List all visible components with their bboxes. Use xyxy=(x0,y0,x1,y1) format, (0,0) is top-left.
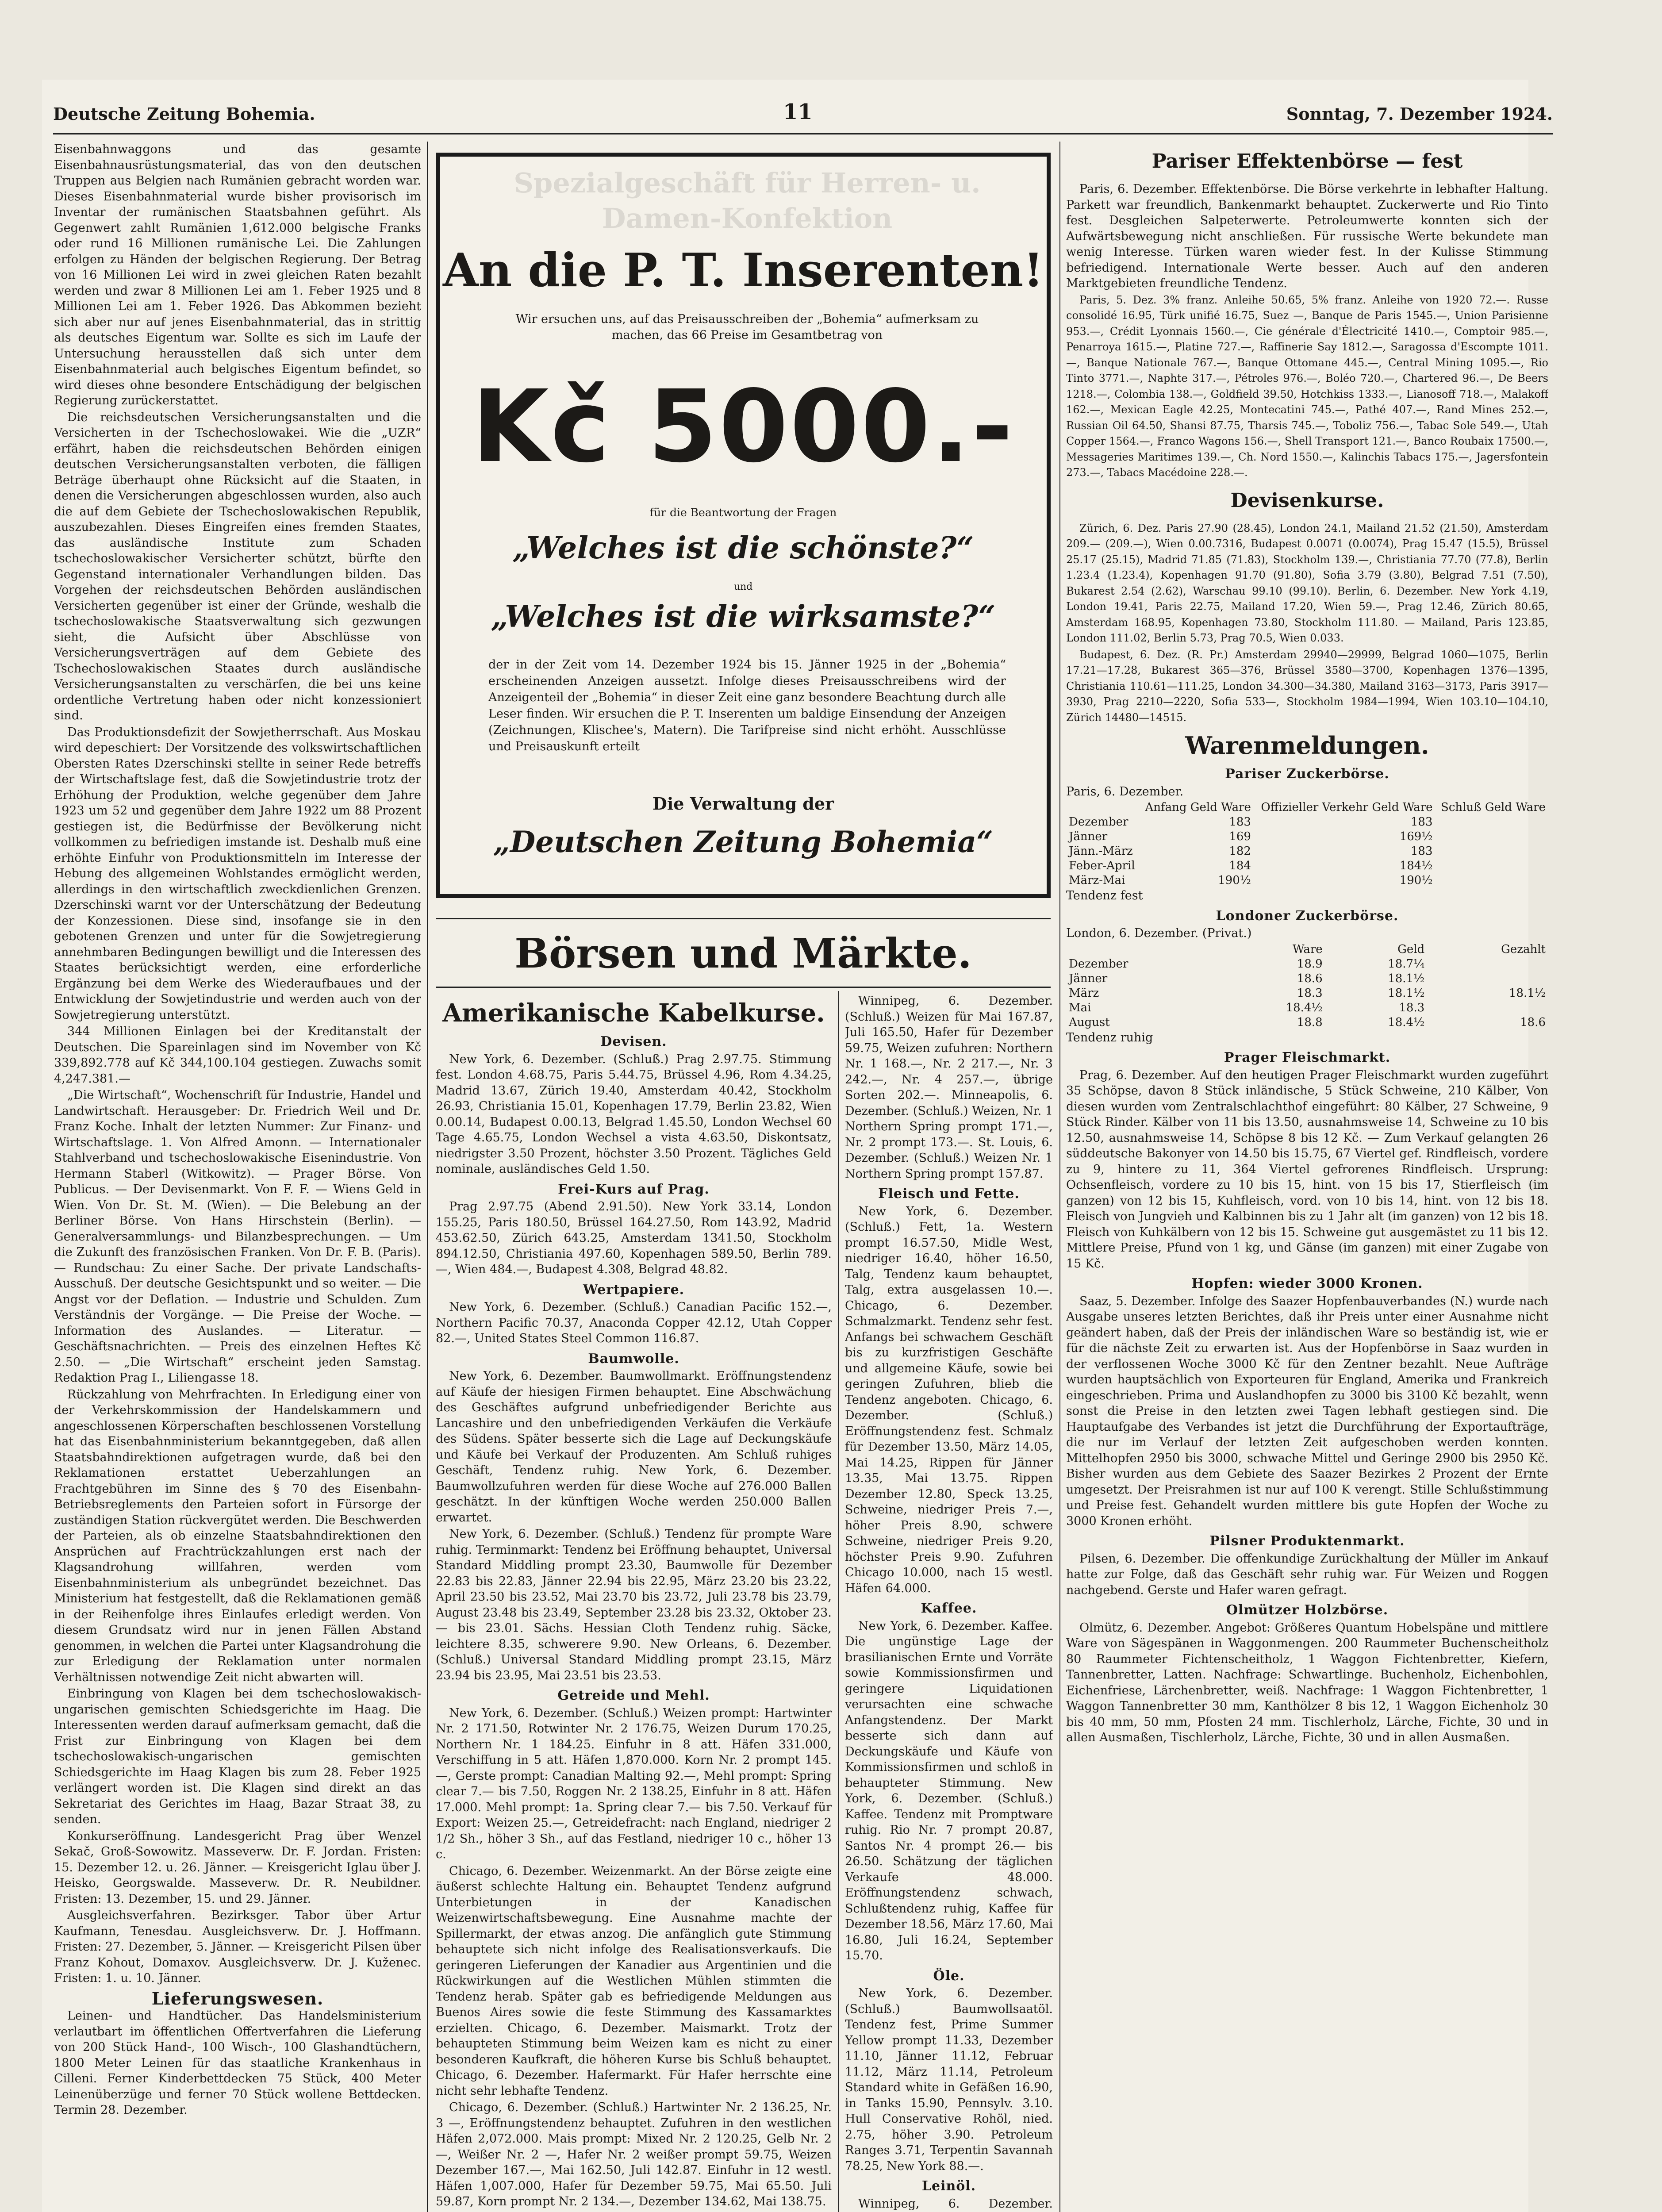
page-number: 11 xyxy=(783,100,813,124)
market-report: Pilsen, 6. Dezember. Die offenkundige Zurückhaltung der Müller im Ankauf hatte zur Folge, daß das Geschäft sehr ruhig war. Für Weizen und Roggen nachgebend. Gerste und Hafer waren gefragt. xyxy=(1066,1551,1548,1597)
left-column xyxy=(54,142,421,2212)
column-rule xyxy=(1059,142,1060,2212)
subsection-heading: Pilsner Produktenmarkt. xyxy=(1209,1533,1405,1549)
article-paragraph: „Die Wirtschaft“, Wochenschrift für Industrie, Handel und Landwirtschaft. Herausgeber: Dr. Friedrich Weil und Dr. Franz Koche. Inhalt der letzten Nummer: Zur Finanz- und Wirtschaftslage. 1. Von Alfred Amonn. — Internationaler Stahlverband und tschechoslowakische Eisenindustrie. Von Hermann Staberl (Witkowitz). — Prager Börse. Von Publicus. — Der Devisenmarkt. Von F. F. — Wiens Geld in Wien. Von Dr. St. M. (Wien). — Die Belebung an der Berliner Börse. Von Hans Hirschstein (Berlin). — Generalversammlungs- und Bilanzbesprechungen. — Um die Zukunft des französischen Franken. Von Dr. F. B. (Paris). — Rundschau: Zu einer Sache. Der private Landschafts-Ausschuß. Der deutsche Gesichtspunkt und so weiter. — Die Angst vor der Deflation. — Industrie und Schulden. Zum Verständnis der Vorgänge. — Die Preise der Woche. — Information des Auslandes. — Literatur. — Geschäftsnachrichten. — Preis des einzelnen Heftes Kč 2.50. — „Die Wirtschaft“ erscheint jeden Samstag. Redaktion Prag I., Liliengasse 18. xyxy=(54,1088,421,1385)
subsection-heading: Baumwolle. xyxy=(588,1351,679,1367)
subsection-heading: Prager Fleischmarkt. xyxy=(1224,1050,1391,1065)
table-header: Anfang Geld Ware xyxy=(1145,801,1251,814)
market-section-title: Börsen und Märkte. xyxy=(514,929,972,977)
subsection-heading: Leinöl. xyxy=(921,2178,976,2194)
market-report: Paris, 6. Dezember. Effektenbörse. Die Börse verkehrte in lebhafter Haltung. Parkett war freundlich, Bankenmarkt behauptet. Zuckerwerte und Rio Tinto fest. Desgleichen Salpeterwerte. Petroleumwerte konnten sich der Aufwärtsbewegung nicht anschließen. Für russische Werte bekundete man wenig Interesse. Türken waren wieder fest. In der Kulisse Stimmung befriedigend. Internationale Werte besser. Auch auf den anderen Marktgebieten freundliche Tendenz. xyxy=(1066,182,1548,290)
subsection-title: Pariser Effektenbörse — fest xyxy=(1152,150,1463,173)
section-heading: Lieferungswesen. xyxy=(151,1988,324,2008)
market-report: Olmütz, 6. Dezember. Angebot: Größeres Quantum Hobelspäne und mittlere Ware von Sägespänen in Waggonmengen. 200 Raummeter Buchenscheitholz 80 Raummeter Fichtenscheitholz, 1 Waggon Fichtenbretter, Kiefern, Tannenbretter, Latten. Nachfrage: Schwartlinge. Buchenholz, Eichenbohlen, Eichenfriese, Lärchenbretter, weiß. Nachfrage: 1 Waggon Fichtenbretter, 1 Waggon Tannenbretter 30 mm, Kanthölzer 8 bis 12, 1 Waggon Eichenholz 30 bis 40 mm, 50 mm, Pfosten 24 mm. Tischlerholz, Lärche, Fichte, 30 und in allen Ausmaßen, Tischlerholz, Lärche, Fichte, 30 und in allen Ausmaßen. xyxy=(1066,1621,1548,1744)
table-caption: London, 6. Dezember. (Privat.) xyxy=(1066,926,1252,940)
market-report: New York, 6. Dezember. (Schluß.) Fett, 1a. Western prompt 16.57.50, Midle West, niedriger 16.40, höher 16.50, Talg, Tendenz kaum behauptet, Talg, extra ausgelassen 10.—. Chicago, 6. Dezember. Schmalzmarkt. Tendenz sehr fest. Anfangs bei schwachem Geschäft bis zu kurzfristigen Geschäfte und allgemeine Käufe, sowie bei geringen Zufuhren, blieb die Tendenz angeboten. Chicago, 6. Dezember. (Schluß.) Eröffnungstendenz fest. Schmalz für Dezember 13.50, März 14.05, Mai 14.25, Rippen für Jänner 13.35, Mai 13.75. Rippen Dezember 12.80, Speck 13.25, Schweine, niedriger Preis 7.—, höher Preis 8.90, schwere Schweine, niedriger Preis 9.20, höchster Preis 9.90. Zufuhren Chicago 10.000, nach 15 westl. Häfen 64.000. xyxy=(845,1204,1053,1595)
subsection-heading: Devisen. xyxy=(600,1034,667,1049)
market-report: New York, 6. Dezember. Baumwollmarkt. Eröffnungstendenz auf Käufe der hiesigen Firmen behauptet. Eine Abschwächung des Geschäftes aufgrund unbefriedigender Berichte aus Lancashire und den unbefriedigenden Verkäufen die Verkäufe des Südens. Später besserte sich die Lage auf Deckungskäufe und Käufe bei Verkauf der Produzenten. Am Schluß ruhiges Geschäft, Tendenz ruhig. New York, 6. Dezember. Baumwollzufuhren werden für diese Woche auf 276.000 Ballen geschätzt. In der künftigen Woche werden 250.000 Ballen erwartet. xyxy=(436,1369,832,1525)
ad-intro: Wir ersuchen uns, auf das Preisausschreiben der „Bohemia“ aufmerksam zu machen, das 66 Preise im Gesamtbetrag von xyxy=(515,312,979,342)
ad-and: und xyxy=(733,581,753,592)
table-caption: Paris, 6. Dezember. xyxy=(1066,784,1184,799)
bleed-through-text: Spezialgeschäft für Herren- u. Damen-Konfektion xyxy=(514,167,981,234)
market-report: Paris, 5. Dez. 3% franz. Anleihe 50.65, 5% franz. Anleihe von 1920 72.—. Russe consolidé 16.95, Türk unifié 16.75, Suez —, Banque de Paris 1545.—, Union Parisienne 953.—, Crédit Lyonnais 1560.—, Cie générale d'Électricité 1410.—, Comptoir 985.—, Penarroya 1615.—, Platine 727.—, Raffinerie Say 1812.—, Saragossa d'Escompte 1011.—, Banque Nationale 767.—, Banque Ottomane 445.—, Central Mining 1095.—, Rio Tinto 3771.—, Naphte 317.—, Pétroles 976.—, Boléo 720.—, Chartered 96.—, De Beers 1218.—, Colombia 138.—, Goldfield 39.50, Hotchkiss 1333.—, Lianosoff 718.—, Malakoff 162.—, Mexican Eagle 42.25, Montecatini 745.—, Pathé 407.—, Rand Mines 252.—, Russian Oil 64.50, Shansi 87.75, Tharsis 745.—, Toboliz 756.—, Tabac Sole 549.—, Utah Copper 1564.—, Franco Wagons 156.—, Shell Transport 121.—, Banco Roubaix 17500.—, Messageries Maritimes 139.—, Ch. Nord 1550.—, Kalinchis Tabacs 175.—, Jagersfontein 273.—, Tabacs Macédoine 228.—. xyxy=(1066,293,1548,479)
table-row: Jänn.-März 182 183 xyxy=(1069,845,1433,858)
market-report: New York, 6. Dezember. (Schluß.) Weizen prompt: Hartwinter Nr. 2 171.50, Rotwinter Nr. 2 176.75, Weizen Durum 170.25, Northern Nr. 1 184.25. Einfuhr in 8 att. Häfen 331.000, Verschiffung in 5 att. Häfen 1,870.000. Korn Nr. 2 prompt 145.—, Gerste prompt: Canadian Malting 92.—, Mehl prompt: Spring clear 7.— bis 7.50, Roggen Nr. 2 138.25, Einfuhr in 8 att. Häfen 17.000. Mehl prompt: 1a. Spring clear 7.— bis 7.50. Verkauf für Export: Weizen 25.—, Getreidefracht: nach England, niedriger 2 1/2 Sh., höher 3 Sh., auf das Festland, niedriger 10 c., höher 13 c. xyxy=(436,1706,832,1861)
ad-signature-1: Die Verwaltung der xyxy=(652,794,834,814)
table-row: Mai 18.4½ 18.3 xyxy=(1069,1001,1425,1014)
header-rule xyxy=(53,133,1553,134)
article-paragraph: Rückzahlung von Mehrfrachten. In Erledigung einer von der Verkehrskommission der Handelskammern und angeschlossenen Körperschaften beschlossenen Vorstellung hat das Eisenbahnministerium bekanntgegeben, daß allen Staatsbahndirektionen aufgetragen wurde, daß bei den Reklamationen erstattet Ueberzahlungen an Frachtgebühren im Sinne des § 70 des Eisenbahn-Betriebsreglements den Parteien sofort in Fürsorge der zuständigen Station rückvergütet werden. Die Beschwerden der Parteien, als ob einzelne Staatsbahndirektionen den Ansprüchen auf Frachtrückzahlungen erst nach der Klagsandrohung willfahren, werden vom Eisenbahnministerium als unbegründet bezeichnet. Das Ministerium hat festgestellt, daß die Reklamationen gemäß in der Reihenfolge ihres Einlaufes erledigt werden. Von diesem Grundsatz wird nur in jenen Fällen Abstand genommen, in welchen die Partei unter Klagsandrohung die zur Erledigung der Reklamation unter normalen Verhältnissen notwendige Zeit nicht abwarten will. xyxy=(54,1387,421,1684)
article-paragraph: Ausgleichsverfahren. Bezirksger. Tabor über Artur Kaufmann, Tenesdau. Ausgleichsverw. Dr. J. Hoffmann. Fristen: 27. Dezember, 5. Jänner. — Kreisgericht Pilsen über Franz Kohout, Domaxov. Ausgleichsverw. Dr. J. Kuženec. Fristen: 1. u. 10. Jänner. xyxy=(54,1909,421,1985)
article-paragraph: Die reichsdeutschen Versicherungsanstalten und die Versicherten in der Tschechoslowakei. Wie die „UZR“ erfährt, haben die reichsdeutschen Behörden einigen deutschen Versicherungsanstalten verboten, die fälligen Beträge überhaupt ohne Rücksicht auf die Staaten, in denen die Versicherungen abgeschlossen wurden, also auch die auf dem Gebiete der Tschechoslowakischen Republik, auszubezahlen. Dieses Eingreifen eines fremden Staates, das ausländische Institute zum Schaden tschechoslowakischer Versicherter schützt, bürfte den Gegenstand internationaler Verhandlungen bilden. Das Vorgehen der reichsdeutschen Behörden ausländischen Versicherten gegenüber ist einer der Gründe, weshalb die tschechoslowakische Staatsverwaltung sich gezwungen sieht, die Aufsicht über Abschlüsse von Versicherungsverträgen auf dem Gebiete des Tschechoslowakischen Staates durch ausländische Versicherungsanstalten zu verschärfen, die bei uns keine ordentliche Vertretung haben oder nicht konzessioniert sind. xyxy=(54,410,421,722)
subsection-heading: Fleisch und Fette. xyxy=(878,1186,1020,1202)
sugar-table-london xyxy=(1066,942,1548,1030)
table-row: Jänner 18.6 18.1½ xyxy=(1069,972,1425,985)
ad-title: An die P. T. Inserenten! xyxy=(443,243,1044,297)
article-paragraph: Das Produktionsdefizit der Sowjetherrschaft. Aus Moskau wird depeschiert: Der Vorsitzende des volkswirtschaftlichen Obersten Rates Dzerschinski stellte in seiner Rede betreffs der Wirtschaftslage fest, daß die Sowjetindustrie trotz der Erhöhung der Produktion, welche gegenüber dem Jahre 1923 um 52 und gegenüber dem Jahre 1922 um 88 Prozent gestiegen ist, die Bedürfnisse der Bevölkerung nicht vollkommen zu befriedigen imstande ist. Deshalb muß eine erhöhte Einfuhr von Produktionsmitteln im Interesse der Hebung des allgemeinen Wohlstandes ermöglicht werden, allerdings in den wirtschaftlich zweckdienlichen Grenzen. Dzerschinski warnt vor der Unterschätzung der Bedeutung der Konzessionen. Diese sind, insofange sie in den gebotenen Grenzen und unter für die Sowjetregierung annehmbaren Bedingungen bewilligt und die Interessen des Staates berücksichtigt werden, eine erforderliche Ergänzung bei dem Werke des Wiederaufbaues und der Entwicklung der Sowjetindustrie und werden auch von der Sowjetregierung unterstützt. xyxy=(54,725,421,1022)
table-row: März 18.3 18.1½ 18.1½ xyxy=(1069,986,1546,1000)
subsection-heading: Olmützer Holzbörse. xyxy=(1226,1602,1389,1618)
market-report: Budapest, 6. Dez. (R. Pr.) Amsterdam 29940—29999, Belgrad 1060—1075, Berlin 17.21—17.28, Bukarest 365—376, Brüssel 3580—3700, Kopenhagen 1376—1395, Christiania 110.61—111.25, London 34.300—34.380, Mailand 3163—3173, Paris 3917—3930, Prag 2210—2220, Sofia 533—, Stockholm 1984—1994, Wien 103.10—104.10, Zürich 14480—14515. xyxy=(1066,648,1548,724)
ad-body: der in der Zeit vom 14. Dezember 1924 bis 15. Jänner 1925 in der „Bohemia“ erscheinenden Anzeigen aussetzt. Infolge dieses Preisausschreibens wird der Anzeigenteil der „Bohemia“ in dieser Zeit eine ganz besondere Beachtung durch alle Leser finden. Wir ersuchen die P. T. Inserenten um baldige Einsendung der Anzeigen (Zeichnungen, Klischee's, Matern). Die Tarifpreise sind nicht erhöht. Ausschlüsse und Preisauskunft erteilt xyxy=(488,658,1006,753)
subsection-title: Devisenkurse. xyxy=(1230,489,1384,512)
ad-question-1: „Welches ist die schönste?“ xyxy=(512,530,974,566)
table-header: Schluß Geld Ware xyxy=(1441,801,1546,814)
table-tendency: Tendenz fest xyxy=(1066,889,1143,902)
table-row: Feber-April 184 184½ xyxy=(1069,859,1433,872)
table-header: Gezahlt xyxy=(1501,942,1546,956)
ad-subline: für die Beantwortung der Fragen xyxy=(649,506,837,519)
column-rule xyxy=(427,142,428,2212)
ad-signature-2: „Deutschen Zeitung Bohemia“ xyxy=(493,825,994,859)
table-row: März-Mai 190½ 190½ xyxy=(1069,874,1433,887)
market-report: New York, 6. Dezember. (Schluß.) Tendenz für prompte Ware ruhig. Terminmarkt: Tendenz bei Eröffnung behauptet, Universal Standard Middling prompt 23.30, Baumwolle für Dezember 22.83 bis 22.83, Jänner 22.94 bis 22.95, März 23.20 bis 23.22, April 23.50 bis 23.52, Mai 23.70 bis 23.72, Juli 23.78 bis 23.79, August 23.48 bis 23.49, September 23.28 bis 23.32, Oktober 23.— bis 23.01. Sächs. Hessian Cloth Tendenz ruhig. Säcke, leichtere 8.35, schwerere 9.90. New Orleans, 6. Dezember. (Schluß.) Universal Standard Middling prompt 23.15, März 23.94 bis 23.95, Mai 23.51 bis 23.53. xyxy=(436,1527,832,1682)
article-paragraph: Leinen- und Handtücher. Das Handelsministerium verlautbart im öffentlichen Offertverfahren die Lieferung von 200 Stück Hand-, 100 Wisch-, 100 Glashandtüchern, 1800 Meter Leinen für das staatliche Krankenhaus in Cilleni. Ferner Kinderbettdecken 75 Stück, 400 Meter Leinenüberzüge und ferner 70 Stück wollene Bettdecken. Termin 28. Dezember. xyxy=(54,2009,421,2117)
subsection-heading: Kaffee. xyxy=(921,1601,977,1616)
title-rule xyxy=(436,987,1051,988)
issue-date: Sonntag, 7. Dezember 1924. xyxy=(1286,104,1553,124)
subsection-title: Warenmeldungen. xyxy=(1185,731,1429,760)
page-header xyxy=(53,100,1553,131)
ad-question-2: „Welches ist die wirksamste?“ xyxy=(491,599,996,634)
table-row: Dezember 18.9 18.7¼ xyxy=(1069,957,1425,971)
paper-name: Deutsche Zeitung Bohemia. xyxy=(53,104,315,124)
table-header: Ware xyxy=(1292,942,1323,956)
subsection-title: Amerikanische Kabelkurse. xyxy=(442,998,825,1028)
right-column xyxy=(1066,142,1548,2212)
market-report: New York, 6. Dezember. (Schluß.) Baumwollsaatöl. Tendenz fest, Prime Summer Yellow prompt 11.33, Dezember 11.10, Jänner 11.12, Februar 11.12, März 11.14, Petroleum Standard white in Gefäßen 16.90, in Tanks 15.90, Pennsylv. 3.10. Hull Conservative Rohöl, nied. 2.75, höher 3.90. Petroleum Ranges 3.71, Terpentin Savannah 78.25, New York 88.—. xyxy=(845,1986,1053,2173)
market-report: Prag 2.97.75 (Abend 2.91.50). New York 33.14, London 155.25, Paris 180.50, Brüssel 164.27.50, Rom 143.92, Madrid 453.62.50, Zürich 643.25, Amsterdam 1341.50, Stockholm 894.12.50, Christiania 497.60, Kopenhagen 589.50, Berlin 789.—, Wien 484.—, Budapest 4.308, Belgrad 48.82. xyxy=(436,1200,832,1276)
subsection-heading: Frei-Kurs auf Prag. xyxy=(558,1181,710,1197)
table-tendency: Tendenz ruhig xyxy=(1066,1030,1153,1045)
advertisement-box xyxy=(436,153,1051,898)
market-report: Winnipeg, 6. Dezember. (Schluß.) Weizen für Mai 167.87, Juli 165.50, Hafer für Dezember 59.75, Weizen zufuhren: Northern Nr. 1 168.—, Nr. 2 217.—, Nr. 3 242.—, Nr. 4 257.—, übrige Sorten 202.—. Minneapolis, 6. Dezember. (Schluß.) Weizen, Nr. 1 Northern Spring prompt 171.—, Nr. 2 prompt 173.—. St. Louis, 6. Dezember. (Schluß.) Weizen Nr. 1 Northern Spring prompt 157.87. xyxy=(845,994,1053,1181)
market-report: Prag, 6. Dezember. Auf den heutigen Prager Fleischmarkt wurden zugeführt 35 Schöpse, davon 8 Stück inländische, 5 Stück Schweine, 210 Kälber, Von diesen wurden vom Zentralschlachthof eingeführt: 80 Kälber, 27 Schweine, 9 Stück Rinder. Kälber von 11 bis 13.50, ausnahmsweise 14, Schweine zu 10 bis 12.50, ausnahmsweise 14, Schöpse 8 bis 12 Kč. — Zum Verkauf gelangten 26 süddeutsche Bakonyer von 14.50 bis 15.75, 67 Viertel gef. Rindfleisch, vordere zu 9, hintere zu 11, 364 Viertel gefrorenes Rindfleisch. Ursprung: Ochsenfleisch, vordere zu 10 bis 15, hint. von 15 bis 17, Stierfleisch (im ganzen) von 12 bis 15, Kuhfleisch, vord. von 10 bis 14, hint. von 12 bis 18. Fleisch von Jungvieh und Kalbinnen bis zu 1 Jahr alt (im ganzen) von 12 bis 18. Fleisch von Kuhkälbern von 12 bis 15. Schweine gut ausgemästet zu 11 bis 12. Mittlere Preise, Pfund von 1 kg, und Gänse (im ganzen) mit einer Zugabe von 15 Kč. xyxy=(1066,1068,1548,1271)
article-paragraph: Eisenbahnwaggons und das gesamte Eisenbahnausrüstungsmaterial, das von den deutschen Truppen aus Belgien nach Rumänien gebracht worden war. Dieses Eisenbahnmaterial wurde bisher provisorisch im Inventar der rumänischen Staatsbahnen geführt. Als Gegenwert zahlt Rumänien 1,612.000 belgische Franks oder rund 16 Millionen rumänische Lei. Die Zahlungen erfolgen zu Händen der belgischen Regierung. Der Betrag von 16 Millionen Lei wird in zwei gleichen Raten bezahlt werden und zwar 8 Millionen Lei am 1. Feber 1925 und 8 Millionen Lei am 1. Feber 1926. Das Abkommen bezieht sich aber nur auf jenes Eisenbahnmaterial, das in strittig als deutsches Eigentum war. Sollte es sich im Laufe der Untersuchung herausstellen daß sich unter dem Eisenbahnmaterial auch belgisches Eigentum befindet, so wird dieses ohne besondere Entschädigung der belgischen Regierung zurückerstattet. xyxy=(54,142,421,407)
article-paragraph: Einbringung von Klagen bei dem tschechoslowakisch-ungarischen gemischten Schiedsgerichte im Haag. Die Interessenten werden darauf aufmerksam gemacht, daß die Frist zur Einbringung von Klagen bei dem tschechoslowakisch-ungarischen gemischten Schiedsgerichte im Haag Klagen bis zum 28. Feber 1925 verlängert worden ist. Die Klagen sind direkt an das Sekretariat des Gerichtes im Haag, Bazar Straat 38, zu senden. xyxy=(54,1687,421,1826)
subsection-heading: Getreide und Mehl. xyxy=(557,1688,710,1703)
middle-right-column xyxy=(845,993,1053,2212)
article-paragraph: 344 Millionen Einlagen bei der Kreditanstalt der Deutschen. Die Spareinlagen sind im November von Kč 339,892.778 auf Kč 344,100.104 gestiegen. Zuwachs somit 4,247.381.— xyxy=(54,1025,421,1086)
table-row: August 18.8 18.4½ 18.6 xyxy=(1069,1015,1546,1029)
market-report: Saaz, 5. Dezember. Infolge des Saazer Hopfenbauverbandes (N.) wurde nach Ausgabe unseres letzten Berichtes, daß ihr Preis unter einer Ausnahme nicht geändert haben, daß der Preis der inländischen Ware so beständig ist, wie er für die nächste Zeit zu erwarten ist. Aus der Hopfenbörse in Saaz wurden in der verflossenen Woche 3000 Kč für den Zentner bezahlt. Neue Aufträge wurden hauptsächlich von Exporteuren für England, Amerika und Frankreich eingeschrieben. Prima und Auslandhopfen zu 3000 bis 3100 Kč bezahlt, wenn sonst die Preise in den letzten zwei Tagen lebhaft gestiegen sind. Die Hauptaufgabe des Verbandes ist jetzt die Durchführung der Exportaufträge, die nur im Verlauf der letzten Zeit aufgeschoben werden konnten. Mittelhopfen 2950 bis 3000, schwache Mittel und Geringe 2900 bis 2950 Kč. Bisher wurden aus dem Gebiete des Saazer Bezirkes 2 Prozent der Ernte umgesetzt. Der Preisrahmen ist nur auf 100 K verengt. Stille Schlußstimmung und Preise fest. Gehandelt wurden mittlere bis gute Hopfen der Woche zu 3000 Kronen erhöht. xyxy=(1066,1294,1548,1528)
market-report: New York, 6. Dezember. (Schluß.) Canadian Pacific 152.—, Northern Pacific 70.37, Anaconda Copper 42.12, Utah Copper 82.—, United States Steel Common 116.87. xyxy=(436,1300,832,1345)
article-paragraph: Konkurseröffnung. Landesgericht Prag über Wenzel Sekač, Groß-Sowowitz. Masseverw. Dr. F. Jordan. Fristen: 15. Dezember 12. u. 26. Jänner. — Kreisgericht Iglau über J. Heisko, Georgswalde. Masseverw. Dr. R. Neubildner. Fristen: 13. Dezember, 15. und 29. Jänner. xyxy=(54,1829,421,1906)
middle-left-column xyxy=(436,993,832,2212)
section-rule xyxy=(436,918,1051,919)
market-report: Zürich, 6. Dez. Paris 27.90 (28.45), London 24.1, Mailand 21.52 (21.50), Amsterdam 209.— (209.—), Wien 0.00.7316, Budapest 0.0071 (0.0074), Prag 15.47 (15.5), Brüssel 25.17 (25.15), Madrid 71.85 (71.83), Stockholm 139.—, Christiania 77.70 (77.8), Berlin 1.23.4 (1.23.4), Kopenhagen 91.70 (91.80), Sofia 3.79 (3.80), Belgrad 7.51 (7.50), Bukarest 2.54 (2.62), Warschau 99.10 (99.10). Berlin, 6. Dezember. New York 4.19, London 19.41, Paris 22.75, Mailand 17.20, Wien 59.—, Prag 12.46, Zürich 80.65, Amsterdam 168.95, Kopenhagen 73.80, Stockholm 111.80. — Mailand, Paris 123.85, London 111.02, Berlin 5.73, Prag 70.5, Wien 0.033. xyxy=(1066,522,1548,644)
market-report: Chicago, 6. Dezember. Weizenmarkt. An der Börse zeigte eine äußerst schlechte Haltung ein. Behauptet Tendenz aufgrund Unterbietungen in der Kanadischen Weizenwirtschaftsbewegung. Eine Ausnahme machte der Spillermarkt, der etwas anzog. Die anfänglich gute Stimmung behauptete sich nicht infolge des Realisationsverkaufs. Die geringeren Lieferungen der Kanadier aus Argentinien und die Rückwirkungen auf die Westlichen Mühlen stimmten die Tendenz herab. Später gab es befriedigende Meldungen aus Buenos Aires sowie die feste Stimmung des Kassamarktes erzielten. Chicago, 6. Dezember. Maismarkt. Trotz der behaupteten Stimmung beim Weizen kam es nicht zu einer besonderen Kaufkraft, die höheren Kurse bis Schluß behauptet. Chicago, 6. Dezember. Hafermarkt. Für Hafer herrschte eine nicht sehr lebhafte Tendenz. xyxy=(436,1864,832,2098)
market-report: New York, 6. Dezember. (Schluß.) Prag 2.97.75. Stimmung fest. London 4.68.75, Paris 5.44.75, Brüssel 4.96, Rom 4.34.25, Madrid 13.67, Zürich 19.40, Amsterdam 40.42, Stockholm 26.93, Christiania 15.01, Kopenhagen 17.79, Berlin 23.82, Wien 0.00.14, Budapest 0.00.13, Belgrad 1.45.50, London Wechsel 60 Tage 4.65.75, London Wechsel a vista 4.63.50, Diskontsatz, niedrigster 3.50 Prozent, höchster 3.50 Prozent. Tägliches Geld nominale, ausländisches Geld 1.50. xyxy=(436,1052,832,1176)
subsection-heading: Londoner Zuckerbörse. xyxy=(1216,908,1399,924)
subsection-heading: Pariser Zuckerbörse. xyxy=(1225,766,1389,782)
table-header: Offizieller Verkehr Geld Ware xyxy=(1261,801,1433,814)
market-report: New York, 6. Dezember. Kaffee. Die ungünstige Lage der brasilianischen Ernte und Vorräte sowie Kommissionsfirmen und geringere Liquidationen verursachten eine schwache Anfangstendenz. Der Markt besserte sich dann auf Deckungskäufe und Käufe von Kommissionsfirmen und schloß in behaupteter Stimmung. New York, 6. Dezember. (Schluß.) Kaffee. Tendenz mit Promptware ruhig. Rio Nr. 7 prompt 20.87, Santos Nr. 4 prompt 26.— bis 26.50. Schätzung der täglichen Verkaufe 48.000. Eröffnungstendenz schwach, Schlußtendenz ruhig, Kaffee für Dezember 18.56, März 17.60, Mai 16.80, Juli 16.24, September 15.70. xyxy=(845,1619,1053,1962)
table-header: Geld xyxy=(1397,942,1425,956)
subsection-heading: Wertpapiere. xyxy=(583,1282,685,1298)
table-row: Dezember 183 183 xyxy=(1069,815,1433,829)
market-report: Chicago, 6. Dezember. (Schluß.) Hartwinter Nr. 2 136.25, Nr. 3 —, Eröffnungstendenz behauptet. Zufuhren in den westlichen Häfen 2,072.000. Mais prompt: Mixed Nr. 2 120.25, Gelb Nr. 2 —, Weißer Nr. 2 —, Hafer Nr. 2 weißer prompt 59.75, Weizen Dezember 167.—, Mai 162.50, Juli 142.87. Einfuhr in 12 westl. Häfen 1,007.000, Hafer für Dezember 59.75, Mai 65.50. Juli 59.87, Korn prompt Nr. 2 134.—, Dezember 134.62, Mai 138.75. xyxy=(436,2101,832,2208)
sugar-table-paris xyxy=(1066,800,1548,888)
subsection-heading: Öle. xyxy=(933,1968,965,1984)
table-row: Jänner 169 169½ xyxy=(1069,830,1433,843)
subsection-heading: Hopfen: wieder 3000 Kronen. xyxy=(1191,1276,1423,1291)
ad-price: Kč 5000.- xyxy=(472,369,1015,485)
market-report: Winnipeg, 6. Dezember. xyxy=(858,2197,1053,2211)
column-rule xyxy=(838,991,839,2212)
